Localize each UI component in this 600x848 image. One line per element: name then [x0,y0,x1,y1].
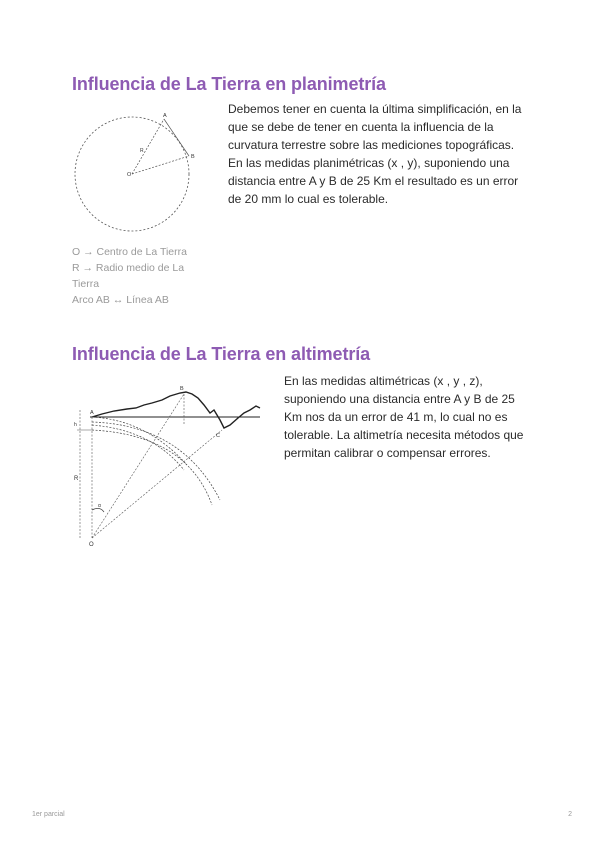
planimetry-legend [72,244,212,308]
legend-item-arc: Arco AB ↔ Línea AB [72,294,169,306]
legend-item-center: O → Centro de La Tierra [72,246,187,258]
label-a: A [163,113,167,119]
label-r: R [74,476,79,482]
footer-course-label: 1er parcial [32,811,65,818]
section-title-altimetria: Influencia de La Tierra en altimetría [72,344,371,364]
label-o: O [89,542,94,548]
footer-page-number: 2 [568,811,572,818]
section-title-planimetria: Influencia de La Tierra en planimetría [72,74,386,94]
label-o: O [127,172,132,178]
label-h: h [74,422,77,428]
legend-item-radius: R → Radio medio de La Tierra [72,262,185,290]
label-r: R [140,148,144,154]
label-c: C [216,433,220,439]
label-alpha: α [98,503,101,509]
label-b: B [180,386,184,392]
earth-altimetry-diagram [72,380,262,550]
label-b: B [191,154,195,160]
earth-planimetry-diagram [72,110,202,240]
planimetry-paragraph: Debemos tener en cuenta la última simplificación, en la que se debe de tener en cuenta la influencia de la curvatura terrestre sobre las mediciones topográficas. En las medidas planimétricas (x , y), suponiendo una distancia entre A y B de 25 Km el resultado es un error de 20 mm lo cual es tolerable. [228,102,522,206]
altimetry-paragraph: En las medidas altimétricas (x , y , z), suponiendo una distancia entre A y B de 25 Km nos da un error de 41 m, lo cual no es tolerable. La altimetría necesita métodos que permitan calibrar o compensar errores. [284,374,524,460]
label-a: A [90,410,94,416]
